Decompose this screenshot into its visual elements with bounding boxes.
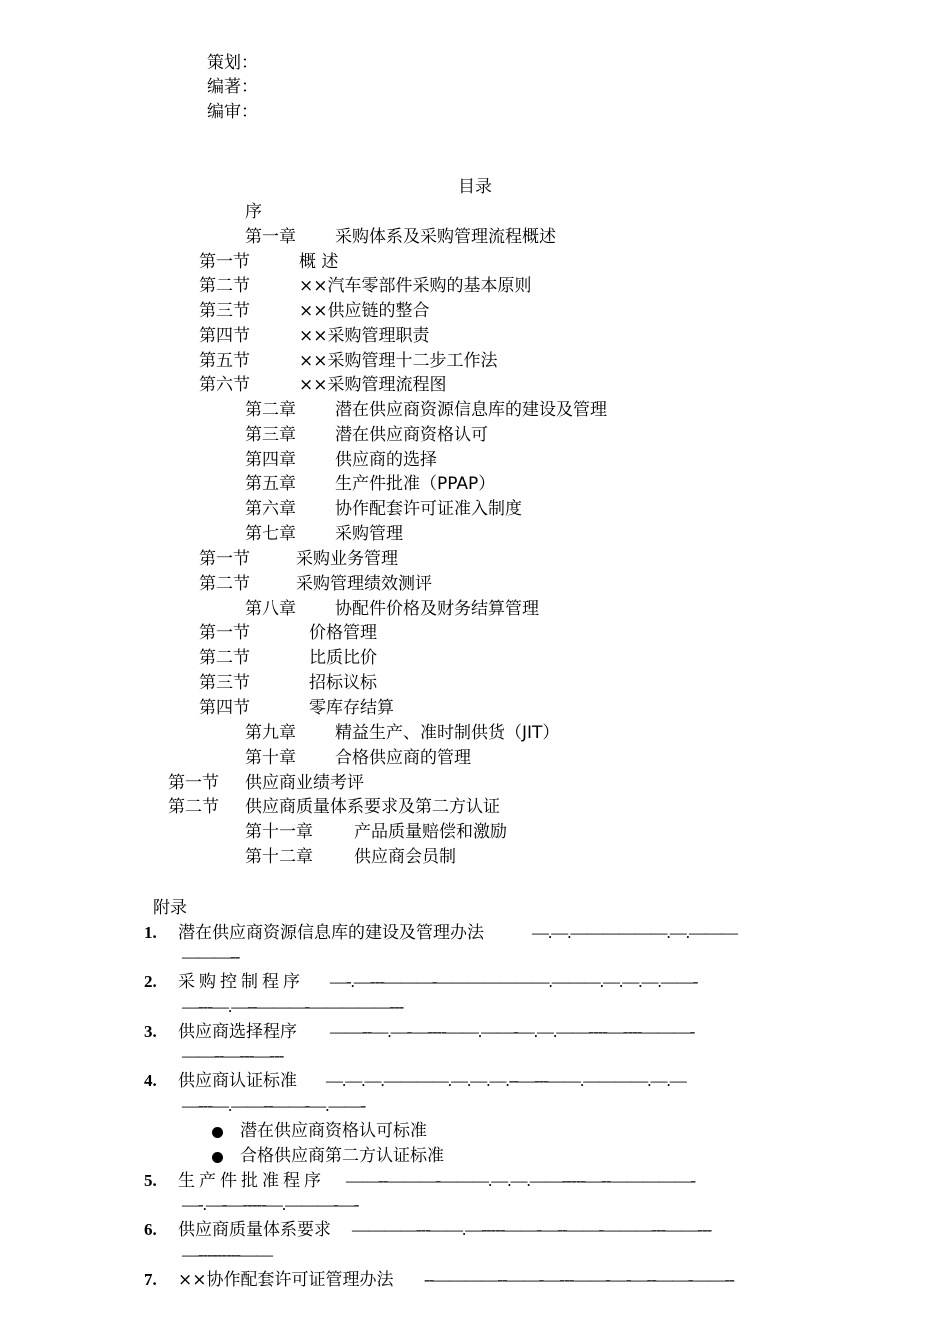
appendix-title: 附录	[153, 898, 187, 918]
section-title: 零库存结算	[309, 698, 394, 718]
chapter-title: 潜在供应商资格认可	[335, 425, 488, 445]
section-title: 供应商质量体系要求及第二方认证	[245, 797, 500, 817]
item-number: 6.	[144, 1220, 157, 1239]
section-title: 概 述	[299, 252, 339, 272]
section-label: 第三节	[199, 673, 250, 693]
chapter-label: 第十一章	[245, 822, 313, 842]
chapter-title: 协配件价格及财务结算管理	[335, 599, 539, 619]
chapter-label: 第五章	[245, 474, 296, 494]
section-title: 比质比价	[309, 648, 377, 668]
chapter-title: 精益生产、准时制供货（JIT）	[335, 723, 560, 743]
section-label: 第二节	[199, 276, 250, 296]
credit-review: 编审：	[207, 102, 258, 122]
leader-line: —.—.——————.—.———	[532, 923, 737, 942]
item-title: 供应商认证标准	[178, 1071, 297, 1091]
item-number: 3.	[144, 1022, 157, 1041]
section-title: ××采购管理职责	[299, 326, 430, 346]
item-title: 潜在供应商资源信息库的建设及管理办法	[178, 923, 484, 943]
item-title: 供应商质量体系要求	[178, 1220, 331, 1240]
section-title: ××汽车零部件采购的基本原则	[299, 276, 532, 296]
section-title: ××供应链的整合	[299, 301, 430, 321]
item-title: 生产件批准程序	[178, 1171, 325, 1191]
chapter-title: 采购管理	[335, 524, 403, 544]
chapter-label: 第九章	[245, 723, 296, 743]
chapter-label: 第十二章	[245, 847, 313, 867]
bullet-icon	[212, 1127, 223, 1138]
chapter-title: 潜在供应商资源信息库的建设及管理	[335, 400, 607, 420]
section-label: 第一节	[168, 773, 219, 793]
credit-plan: 策划：	[207, 53, 258, 73]
bullet-icon	[212, 1152, 223, 1163]
chapter-label: 第七章	[245, 524, 296, 544]
section-title: ××采购管理流程图	[299, 375, 447, 395]
chapter-label: 第二章	[245, 400, 296, 420]
section-title: 采购业务管理	[296, 549, 398, 569]
section-label: 第二节	[199, 648, 250, 668]
leader-line: ————---——.—-----——-—--——-———---——---	[352, 1220, 712, 1239]
item-number: 5.	[144, 1171, 157, 1190]
section-label: 第四节	[199, 698, 250, 718]
leader-line: ——--—---—---	[182, 1046, 284, 1065]
section-label: 第五节	[199, 351, 250, 371]
chapter-label: 第八章	[245, 599, 296, 619]
bullet-text: 合格供应商第二方认证标准	[240, 1146, 444, 1166]
chapter-label: 第六章	[245, 499, 296, 519]
section-label: 第一节	[199, 549, 250, 569]
chapter-title: 采购体系及采购管理流程概述	[335, 227, 556, 247]
item-number: 4.	[144, 1071, 157, 1090]
section-label: 第六节	[199, 375, 250, 395]
leader-line: --————--——-—---——-—-—--——-——--	[424, 1270, 734, 1289]
leader-line: ———--	[182, 947, 240, 966]
chapter-label: 第十章	[245, 748, 296, 768]
leader-line: —-.—-—-----—.———-—-	[182, 1195, 359, 1214]
chapter-title: 合格供应商的管理	[335, 748, 471, 768]
bullet-text: 潜在供应商资格认可标准	[240, 1121, 427, 1141]
section-title: 采购管理绩效测评	[296, 574, 432, 594]
section-title: 供应商业绩考评	[245, 773, 364, 793]
leader-line: —---------——	[182, 1245, 272, 1264]
section-label: 第三节	[199, 301, 250, 321]
section-label: 第四节	[199, 326, 250, 346]
item-title: 采购控制程序	[178, 972, 304, 992]
chapter-label: 第三章	[245, 425, 296, 445]
credit-author: 编著：	[207, 77, 258, 97]
leader-line: —---—.—--———-—————---	[182, 997, 404, 1016]
section-label: 第二节	[199, 574, 250, 594]
chapter-label: 第一章	[245, 227, 296, 247]
toc-preface: 序	[245, 202, 262, 222]
section-title: 价格管理	[309, 623, 377, 643]
chapter-title: 供应商会员制	[354, 847, 456, 867]
chapter-title: 生产件批准（PPAP）	[335, 474, 496, 494]
item-number: 2.	[144, 972, 157, 991]
section-title: ××采购管理十二步工作法	[299, 351, 498, 371]
toc-title: 目录	[458, 177, 492, 197]
section-label: 第一节	[199, 623, 250, 643]
leader-line: —.—.—.————.—.—.—.--—---——.————.—.—	[326, 1071, 686, 1090]
leader-line: —---—.——--——-—.——-	[182, 1096, 366, 1115]
section-label: 第二节	[168, 797, 219, 817]
chapter-title: 供应商的选择	[335, 450, 437, 470]
leader-line: —-.—---———-———————.———.—.—.—.——-	[330, 972, 698, 991]
chapter-title: 协作配套许可证准入制度	[335, 499, 522, 519]
chapter-label: 第四章	[245, 450, 296, 470]
chapter-title: 产品质量赔偿和激励	[354, 822, 507, 842]
item-number: 7.	[144, 1270, 157, 1289]
section-title: 招标议标	[309, 673, 377, 693]
section-label: 第一节	[199, 252, 250, 272]
item-title: 供应商选择程序	[178, 1022, 297, 1042]
item-number: 1.	[144, 923, 157, 942]
leader-line: ——--—.—-—----——.——-—.—.——----—----———-	[330, 1022, 695, 1041]
leader-line: ——--———-———.—.—.——-----—--—————-	[346, 1171, 696, 1190]
item-title: ××协作配套许可证管理办法	[178, 1270, 394, 1290]
